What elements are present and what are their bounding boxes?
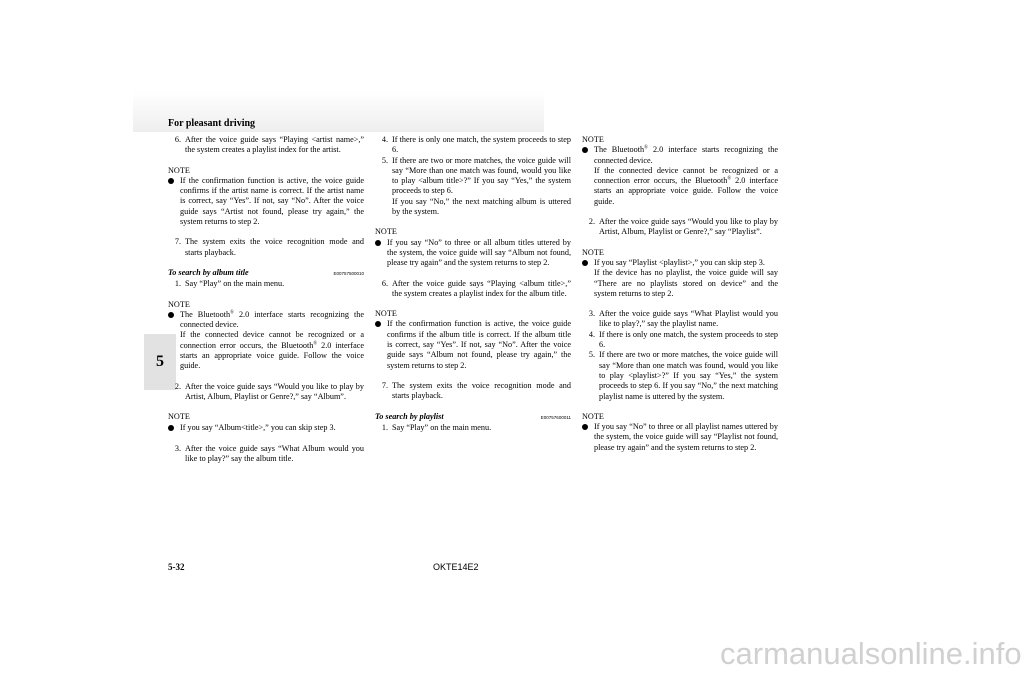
step-2-playlist: 2. After the voice guide says “Would you like to play by Artist, Album, Playlist or Genre?,” say “Playlist”. [588, 217, 778, 237]
note-playlist-skip: If you say “Playlist <playlist>,” you can skip step 3. If the device has no playlist, the voice guide will say “There are no playlists stored on device” and the system returns to step 2. [582, 258, 778, 299]
page-header-title: For pleasant driving [168, 118, 256, 129]
note-label: NOTE [582, 247, 604, 257]
note-bluetooth: The Bluetooth® 2.0 interface starts recognizing the connected device. If the connected device cannot be recognized or a connection error occurs, the Bluetooth® 2.0 interface starts an appropriate voice guide. Follow the voice guide. [168, 310, 364, 372]
bullet-icon [582, 147, 588, 153]
section-heading-playlist: To search by playlist E00757600011 [375, 412, 571, 423]
section-heading-album: To search by album title E00757500010 [168, 268, 364, 279]
column-3 [582, 135, 778, 453]
step-3-playlist: 3. After the voice guide says “What Playlist would you like to play?,” say the playlist name. [588, 309, 778, 329]
note-bluetooth-playlist: The Bluetooth® 2.0 interface starts recognizing the connected device. If the connected device cannot be recognized or a connection error occurs, the Bluetooth® 2.0 interface starts an appropriate voice guide. Follow the voice guide. [582, 145, 778, 207]
column-2 [375, 135, 571, 433]
step-5-album: 5. If there are two or more matches, the voice guide will say “More than one match was found, would you like to play <album title>?” If you say “Yes,” the system proceeds to step 6. If you say “No,” the next matching album is uttered by the system. [381, 155, 571, 217]
note-label: NOTE [168, 299, 190, 309]
step-6-artist: 6. After the voice guide says “Playing <artist name>,” the system creates a playlist index for the artist. [168, 135, 364, 156]
watermark: carmanualsonline.info [720, 636, 1022, 671]
step-3-album: 3. After the voice guide says “What Album would you like to play?” say the album title. [174, 443, 364, 464]
step-7-artist: 7. The system exits the voice recognition mode and starts playback. [174, 237, 364, 257]
note-artist-confirm: If the confirmation function is active, the voice guide confirms if the artist name is correct. If the artist name is correct, say “Yes”. If not, say “No”. After the voice guide says “Artist not found, please try again,” the system returns to step 2. [168, 176, 364, 227]
step-5-playlist: 5. If there are two or more matches, the voice guide will say “More than one match was found, would you like to play <playlist>?” If you say “Yes,” the system proceeds to step 6. If you say “No,” the next matching playlist name is uttered by the system. [588, 350, 778, 401]
document-code: OKTE14E2 [433, 562, 479, 572]
section-code: E00757600011 [540, 414, 571, 420]
column-1 [168, 135, 364, 464]
note-label: NOTE [375, 309, 397, 319]
section-code: E00757500010 [333, 270, 364, 276]
page-number: 5-32 [168, 562, 185, 572]
note-label: NOTE [168, 412, 190, 422]
bullet-icon [168, 425, 174, 431]
bullet-icon [168, 178, 174, 184]
step-6-album: 6. After the voice guide says “Playing <album title>,” the system creates a playlist index for the album title. [381, 278, 571, 298]
step-1-playlist: 1. Say “Play” on the main menu. [381, 422, 492, 432]
note-label: NOTE [375, 227, 397, 237]
note-album-confirm: If the confirmation function is active, the voice guide confirms if the album title is correct. If the album title is correct, say “Yes”. If not, say “No”. After the voice guide says “Album not found, please try again,” the system returns to step 2. [375, 319, 571, 370]
note-album-skip: If you say “Album<title>,” you can skip step 3. [168, 423, 364, 434]
bullet-icon [168, 312, 174, 318]
bullet-icon [582, 424, 588, 430]
step-4-playlist: 4. If there is only one match, the system proceeds to step 6. [588, 329, 778, 350]
step-2-album: 2. After the voice guide says “Would you like to play by Artist, Album, Playlist or Genre?,” say “Album”. [174, 381, 364, 401]
note-playlist-not-found: If you say “No” to three or all playlist names uttered by the system, the voice guide will say “Playlist not found, please try again” and the system returns to step 2. [582, 422, 778, 453]
note-label: NOTE [582, 411, 604, 421]
step-7-album: 7. The system exits the voice recognition mode and starts playback. [381, 380, 571, 401]
bullet-icon [375, 240, 381, 246]
note-label: NOTE [582, 135, 604, 144]
bullet-icon [375, 321, 381, 327]
note-label: NOTE [168, 165, 190, 175]
bullet-icon [582, 260, 588, 266]
note-album-not-found: If you say “No” to three or all album titles uttered by the system, the voice guide will say “Album not found, please try again” and the system returns to step 2. [375, 238, 571, 269]
step-4-album: 4. If there is only one match, the system proceeds to step 6. [381, 135, 571, 155]
step-1-album: 1. Say “Play” on the main menu. [174, 279, 285, 289]
chapter-number: 5 [156, 353, 164, 370]
step-number: 6. [174, 135, 181, 144]
